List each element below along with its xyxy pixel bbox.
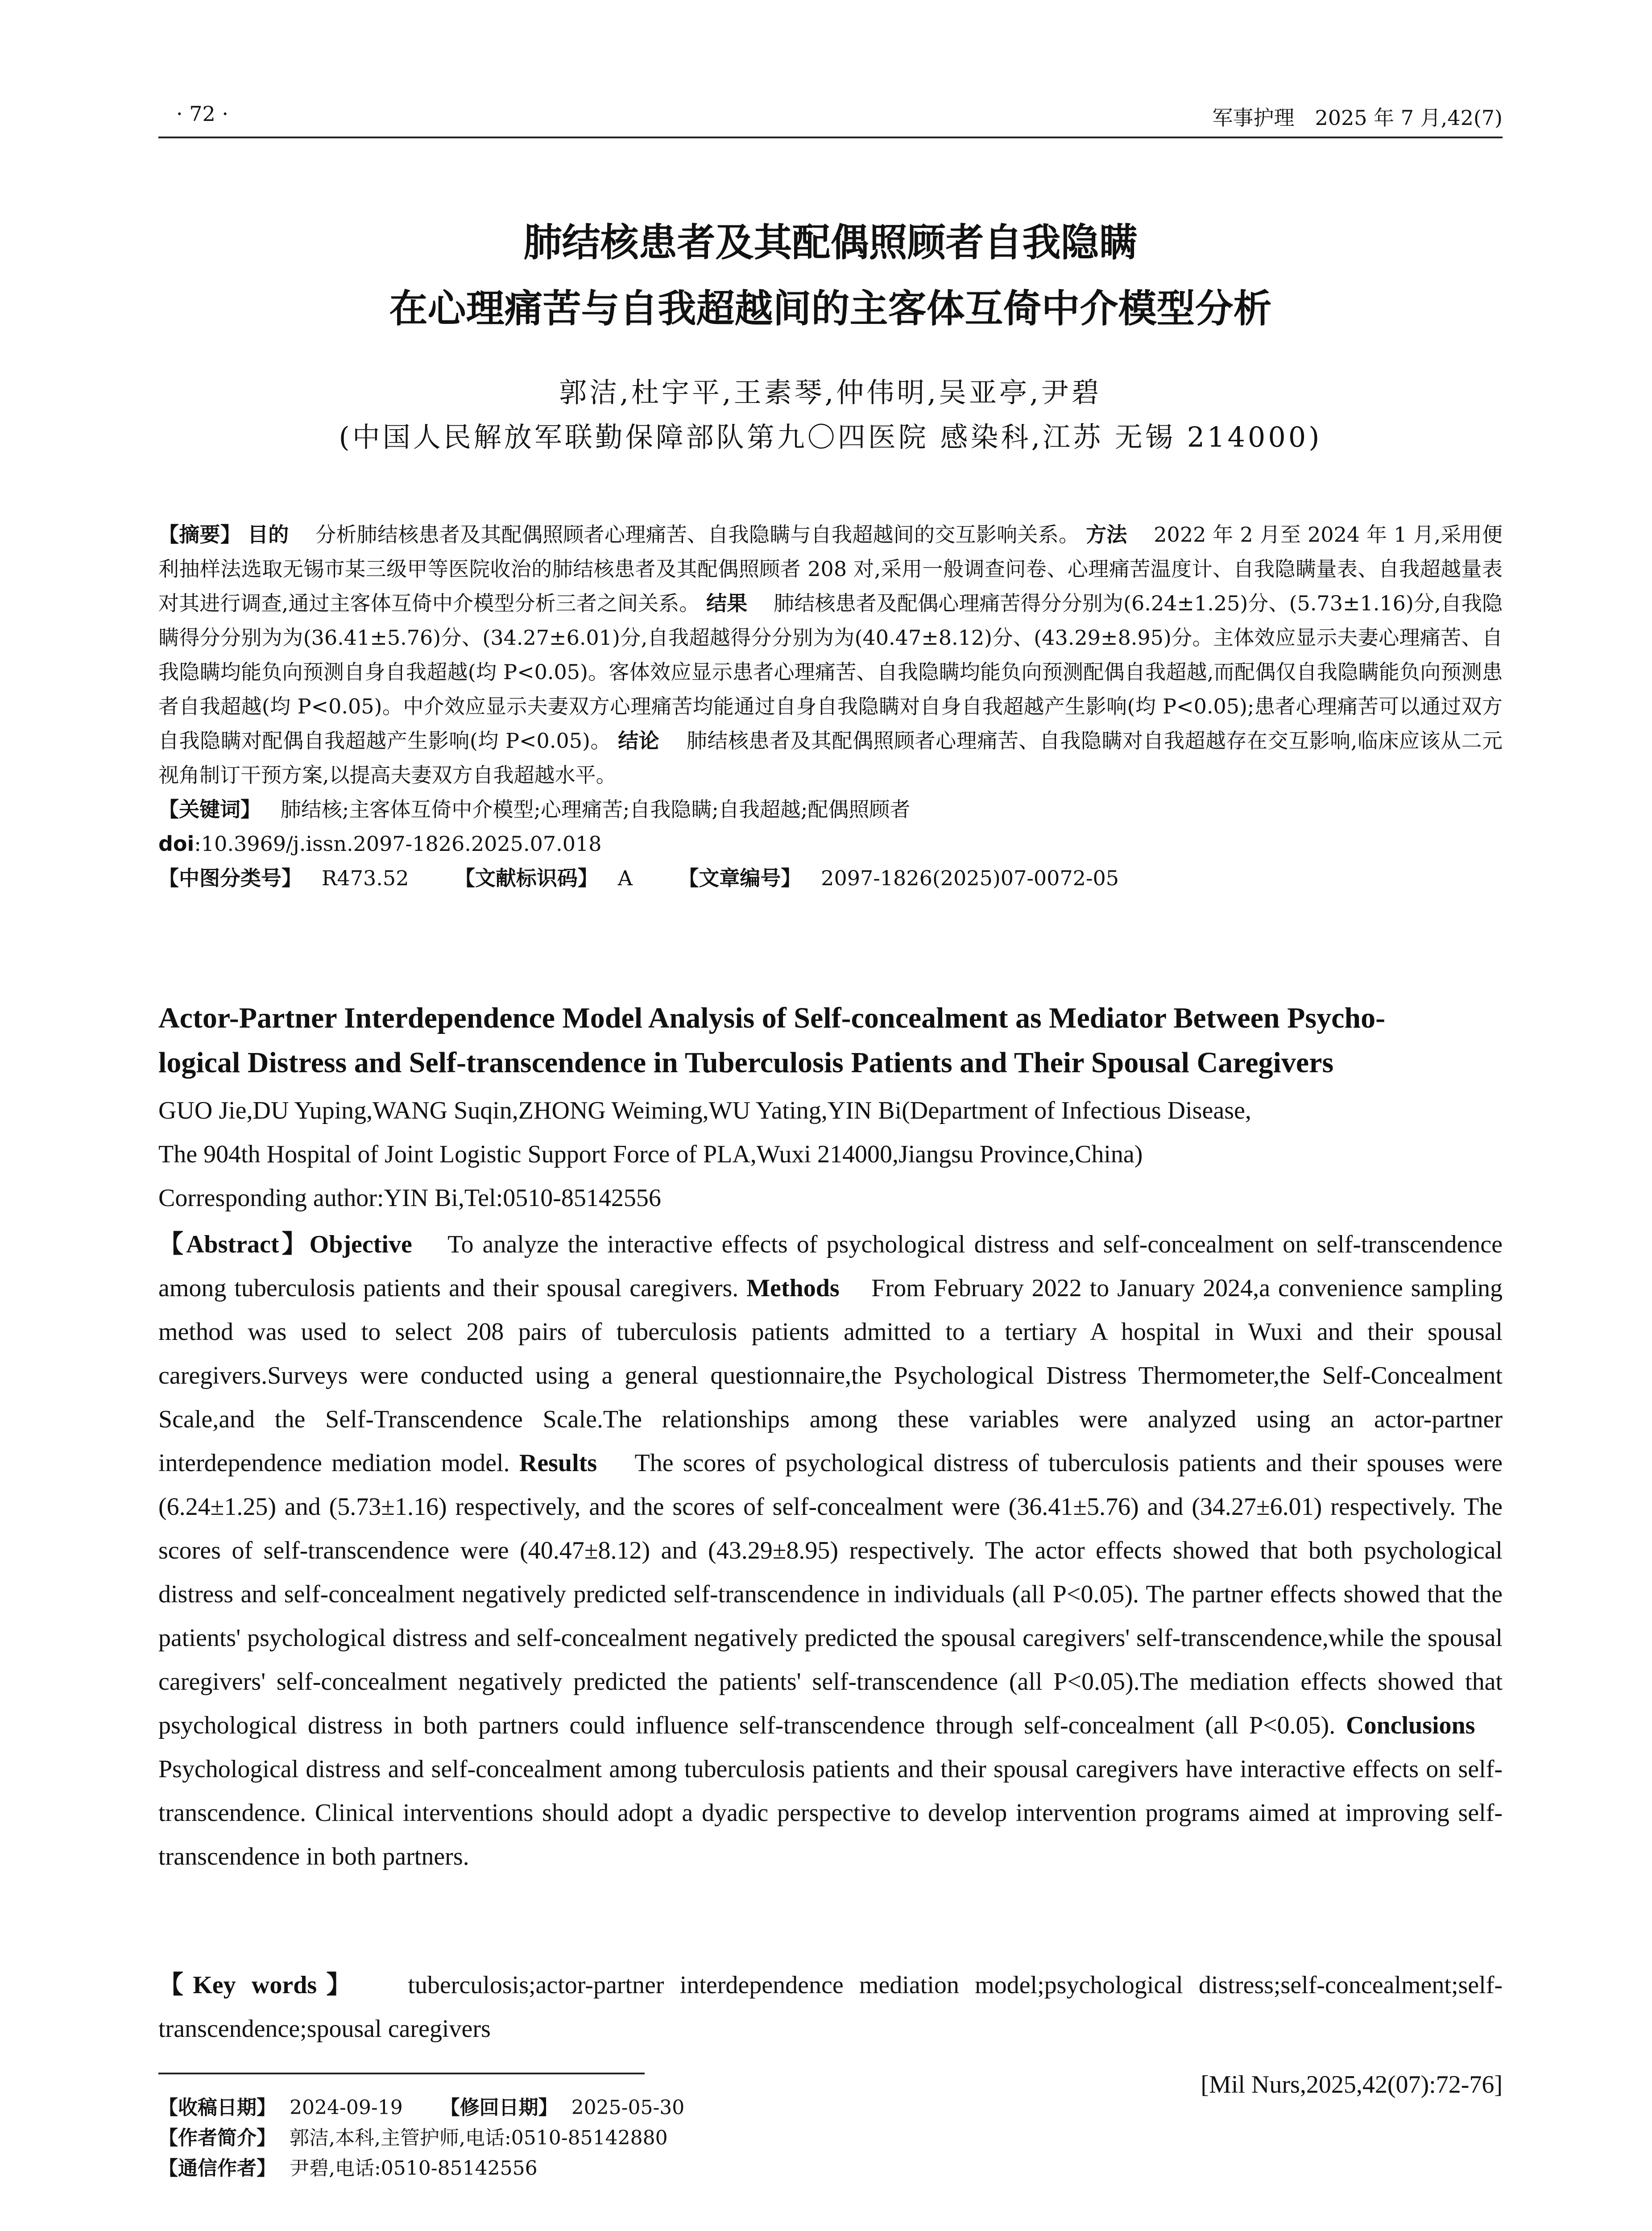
cn-conclusion-label: 结论 [618, 729, 660, 753]
citation: [Mil Nurs,2025,42(07):72-76] [1201, 2071, 1503, 2098]
footnotes [158, 2093, 1051, 2184]
clc-label: 【中图分类号】 [158, 866, 302, 890]
doi-label: doi [158, 832, 195, 856]
doi-text: :10.3969/j.issn.2097-1826.2025.07.018 [194, 832, 602, 856]
cn-results-label: 结果 [706, 591, 748, 615]
title-line-2: 在心理痛苦与自我超越间的主客体互倚中介模型分析 [389, 286, 1272, 331]
cn-results-text: 肺结核患者及配偶心理痛苦得分分别为(6.24±1.25)分、(5.73±1.16)分,自我隐瞒得分分别为为(36.41±5.76)分、(34.27±6.01)分,自我超越得分分别为为(40.47±8.12)分、(43.29±8.95)分。主体效应显示夫妻心理痛苦、自我隐瞒均能负向预测自身自我超越(均 P<0.05)。客体效应显示患者心理痛苦、自我隐瞒均能负向预测配偶自我超越,而配偶仅自我隐瞒能负向预测患者自我超越(均 P<0.05)。中介效应显示夫妻双方心理痛苦均能通过自身自我隐瞒对自身自我超越产生影响(均 P<0.05);患者心理痛苦可以通过双方自我隐瞒对配偶自我超越产生影响(均 P<0.05)。 [158, 591, 1503, 753]
en-objective-text: To analyze the interactive effects of psychological distress and self-concealment on self-transcendence among tuberculosis patients and their spousal caregivers. [158, 1231, 1503, 1302]
en-title-line-2: logical Distress and Self-transcendence in Tuberculosis Patients and Their Spousal Caregivers [158, 1046, 1334, 1079]
en-title-line-1: Actor-Partner Interdependence Model Analysis of Self-concealment as Mediator Between Psycho- [158, 1002, 1386, 1034]
doc-code-label: 【文献标识码】 [454, 866, 598, 890]
cn-conclusion-text: 肺结核患者及其配偶照顾者心理痛苦、自我隐瞒对自我超越存在交互影响,临床应该从二元视角制订干预方案,以提高夫妻双方自我超越水平。 [158, 729, 1503, 787]
english-authors [158, 1089, 1503, 1220]
received-label: 【收稿日期】 [158, 2096, 276, 2119]
classification-line [158, 861, 1503, 896]
english-title [158, 996, 1503, 1085]
chinese-abstract [158, 518, 1503, 896]
en-abstract-label: 【Abstract】 [158, 1231, 310, 1258]
en-results-label: Results [519, 1449, 597, 1477]
correspondence: 尹碧,电话:0510-85142556 [290, 2157, 538, 2180]
article-no-value: 2097-1826(2025)07-0072-05 [821, 866, 1119, 890]
author-bio: 郭洁,本科,主管护师,电话:0510-85142880 [290, 2127, 668, 2149]
dates-line [158, 2093, 1051, 2123]
page-header [158, 102, 1503, 138]
en-conclusions-text: Psychological distress and self-concealment among tuberculosis patients and their spousal caregivers have interactive effects on self-transcendence. Clinical interventions should adopt a dyadic perspective to develop intervention programs aimed at improving self-transcendence in both partners. [158, 1755, 1503, 1870]
cn-objective-label: 目的 [248, 523, 289, 547]
title-line-1: 肺结核患者及其配偶照顾者自我隐瞒 [523, 220, 1138, 265]
footnote-divider [158, 2073, 645, 2074]
author-bio-label: 【作者简介】 [158, 2127, 276, 2149]
cn-methods-label: 方法 [1086, 523, 1127, 547]
english-keywords [158, 1963, 1503, 2051]
cn-methods-text: 2022 年 2 月至 2024 年 1 月,采用便利抽样法选取无锡市某三级甲等医院收治的肺结核患者及其配偶照顾者 208 对,采用一般调查问卷、心理痛苦温度计、自我隐瞒量表、自我超越量表对其进行调查,通过主客体互倚中介模型分析三者之间关系。 [158, 523, 1503, 615]
author-bio-line [158, 2123, 1051, 2153]
author-names: 郭洁,杜宇平,王素琴,仲伟明,吴亚亭,尹碧 [559, 376, 1102, 409]
en-keywords-text: tuberculosis;actor-partner interdependence mediation model;psychological distress;self-concealment;self-transcendence;spousal caregivers [158, 1971, 1503, 2043]
article-title [158, 210, 1503, 342]
en-objective-label: Objective [309, 1231, 412, 1258]
revised-date: 2025-05-30 [571, 2096, 685, 2119]
english-abstract [158, 1223, 1503, 1879]
cn-abstract-body [158, 518, 1503, 792]
received-date: 2024-09-19 [290, 2096, 403, 2119]
en-keywords-label: 【Key words】 [158, 1971, 361, 1999]
author-affiliation: (中国人民解放军联勤保障部队第九〇四医院 感染科,江苏 无锡 214000) [339, 421, 1322, 453]
doi-line [158, 827, 1503, 861]
journal-info: 军事护理 2025 年 7 月,42(7) [1212, 106, 1503, 130]
page-number: · 72 · [176, 102, 229, 126]
clc-value: R473.52 [321, 866, 409, 890]
correspondence-line [158, 2153, 1051, 2184]
cn-objective-text: 分析肺结核患者及其配偶照顾者心理痛苦、自我隐瞒与自我超越间的交互影响关系。 [315, 523, 1080, 547]
doc-code-value: A [617, 866, 633, 890]
cn-abstract-label: 【摘要】 [158, 523, 241, 547]
en-conclusions-label: Conclusions [1346, 1712, 1475, 1739]
en-results-text: The scores of psychological distress of tuberculosis patients and their spouses were (6.24±1.25) and (5.73±1.16) respectively, and the scores of self-concealment were (36.41±5.76) and (34.27±6.01) respectively. The scores of self-transcendence were (40.47±8.12) and (43.29±8.95) respectively. The actor effects showed that both psychological distress and self-concealment negatively predicted self-transcendence in individuals (all P<0.05). The partner effects showed that the patients' psychological distress and self-concealment negatively predicted the spousal caregivers' self-transcendence,while the spousal caregivers' self-concealment negatively predicted the patients' self-transcendence (all P<0.05).The mediation effects showed that psychological distress in both partners could influence self-transcendence through self-concealment (all P<0.05). [158, 1449, 1503, 1739]
en-authors-line-2: The 904th Hospital of Joint Logistic Support Force of PLA,Wuxi 214000,Jiangsu Province,China) [158, 1140, 1143, 1168]
author-block [158, 370, 1503, 460]
cn-keywords-text: 肺结核;主客体互倚中介模型;心理痛苦;自我隐瞒;自我超越;配偶照顾者 [280, 797, 911, 821]
en-methods-label: Methods [746, 1274, 840, 1302]
cn-keywords-label: 【关键词】 [158, 797, 261, 821]
correspondence-label: 【通信作者】 [158, 2157, 276, 2180]
article-no-label: 【文章编号】 [678, 866, 802, 890]
en-authors-line-1: GUO Jie,DU Yuping,WANG Suqin,ZHONG Weiming,WU Yating,YIN Bi(Department of Infectious Disease, [158, 1097, 1251, 1124]
en-methods-text: From February 2022 to January 2024,a convenience sampling method was used to select 208 pairs of tuberculosis patients admitted to a tertiary A hospital in Wuxi and their spousal caregivers.Surveys were conducted using a general questionnaire,the Psychological Distress Thermometer,the Self-Concealment Scale,and the Self-Transcendence Scale.The relationships among these variables were analyzed using an actor-partner interdependence mediation model. [158, 1274, 1503, 1477]
revised-label: 【修回日期】 [440, 2096, 558, 2119]
corresponding-author: Corresponding author:YIN Bi,Tel:0510-85142556 [158, 1184, 661, 1212]
cn-keywords [158, 792, 1503, 827]
